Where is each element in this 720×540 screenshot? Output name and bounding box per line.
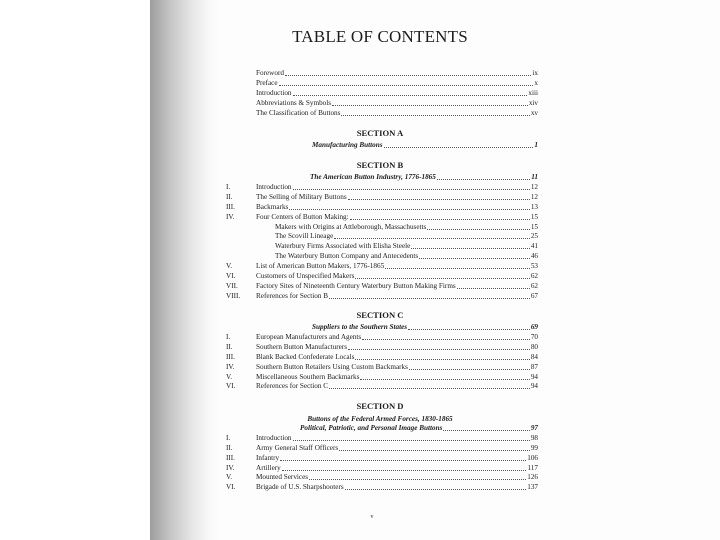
toc-entry-page: 126 (527, 473, 538, 482)
toc-entry-title: Mounted Services (256, 473, 309, 482)
dot-leader (437, 176, 530, 180)
toc-entry-title: Introduction (256, 88, 292, 97)
toc-entry-title: Backmarks (256, 202, 289, 211)
toc-entry (256, 482, 538, 493)
page-number: v (370, 514, 374, 520)
section-heading: SECTION A (356, 128, 404, 138)
section-subtitle: Buttons of the Federal Armed Forces, 1830-1865 (307, 415, 453, 423)
toc-entry (256, 108, 538, 119)
toc-entry-title: The American Button Industry, 1776-1865 (310, 173, 436, 181)
section-heading: SECTION B (356, 160, 404, 170)
toc-entry-page: 11 (531, 173, 538, 181)
section-heading: SECTION D (356, 401, 404, 411)
toc-entry-title: Artillery (256, 463, 281, 472)
toc-entry-numeral: VI. (226, 272, 236, 280)
dot-leader (293, 437, 530, 441)
toc-entry-numeral: II. (226, 192, 233, 201)
toc-entry-title: Makers with Origins at Attleborough, Massachusetts (275, 222, 427, 231)
toc-entry-title: Southern Button Manufacturers (256, 342, 348, 351)
toc-entry-page: 117 (527, 463, 538, 472)
toc-entry-page: 70 (530, 332, 538, 341)
toc-entry-page: xiv (528, 98, 538, 107)
toc-entry-title: European Manufacturers and Agents (256, 332, 362, 341)
toc-entry-page: 62 (530, 272, 538, 280)
toc-entry (256, 381, 538, 392)
toc-entry-numeral: I. (226, 182, 231, 191)
toc-entry-numeral: II. (226, 342, 233, 351)
toc-entry-title: Foreword (256, 69, 284, 77)
toc-entry-page: 41 (530, 242, 538, 251)
toc-entry-numeral: III. (226, 352, 235, 361)
toc-entry-numeral: VI. (226, 382, 236, 391)
toc-entry-numeral: II. (226, 443, 233, 452)
dot-leader (329, 385, 530, 389)
toc-entry-page: 13 (530, 202, 538, 211)
toc-entry-title: Four Centers of Button Making: (256, 212, 349, 221)
toc-entry-title: Infantry (256, 453, 280, 462)
toc-entry-page: xiii (528, 88, 538, 97)
section-heading: SECTION C (356, 310, 404, 320)
dot-leader (348, 346, 530, 350)
toc-entry-page: 106 (527, 453, 538, 462)
toc-entry-title: Miscellaneous Southern Backmarks (256, 372, 360, 381)
toc-entry-page: 84 (530, 352, 538, 361)
toc-entry-title: Waterbury Firms Associated with Elisha Steele (275, 242, 411, 251)
dot-leader (350, 216, 530, 220)
toc-entry-title: References for Section B (256, 291, 329, 300)
dot-leader (355, 275, 529, 279)
dot-leader (332, 102, 528, 106)
toc-entry-page: 99 (530, 443, 538, 452)
toc-entry-page: 62 (530, 281, 538, 290)
toc-entry-numeral: VIII. (226, 291, 241, 300)
toc-entry-numeral: V. (226, 473, 233, 482)
dot-leader (279, 82, 534, 86)
toc-entry-title: Brigade of U.S. Sharpshooters (256, 483, 344, 492)
toc-entry-page: 67 (530, 291, 538, 300)
toc-entry-numeral: V. (226, 372, 233, 381)
toc-entry-page: 53 (530, 262, 538, 271)
toc-entry-page: 94 (530, 382, 538, 391)
toc-entry-title: Army General Staff Officers (256, 443, 339, 452)
dot-leader (384, 144, 534, 148)
toc-entry-numeral: VI. (226, 483, 236, 492)
page-left-margin (0, 0, 150, 540)
toc-entry-numeral: IV. (226, 362, 235, 371)
toc-entry-page: 87 (530, 362, 538, 371)
toc-entry-title: Introduction (256, 182, 292, 191)
toc-entry (256, 291, 538, 302)
toc-entry-numeral: VII. (226, 281, 238, 290)
toc-entry-page: 80 (530, 342, 538, 351)
dot-leader (309, 476, 526, 480)
dot-leader (329, 295, 530, 299)
toc-entry-title: Manufacturing Buttons (312, 141, 383, 149)
dot-leader (419, 255, 530, 259)
dot-leader (457, 285, 530, 289)
toc-entry-page: xv (530, 108, 538, 117)
toc-entry-page: 98 (530, 433, 538, 442)
toc-entry-page: 12 (530, 182, 538, 191)
dot-leader (362, 336, 530, 340)
dot-leader (385, 265, 530, 269)
toc-entry-page: ix (532, 69, 538, 77)
dot-leader (409, 366, 530, 370)
toc-entry-title: The Scovill Lineage (275, 232, 334, 241)
dot-leader (341, 112, 529, 116)
toc-entry-title: Factory Sites of Nineteenth Century Waterbury Button Making Firms (256, 281, 456, 290)
toc-entry-page: 69 (530, 323, 538, 331)
dot-leader (411, 245, 529, 249)
dot-leader (282, 467, 527, 471)
toc-entry-page: 137 (527, 483, 538, 492)
toc-entry-title: The Selling of Military Buttons (256, 192, 347, 201)
toc-entry-title: Blank Backed Confederate Locals (256, 352, 355, 361)
toc-entry-page: 46 (530, 252, 538, 261)
dot-leader (334, 235, 530, 239)
toc-entry-numeral: IV. (226, 212, 235, 221)
toc-entry-numeral: III. (226, 202, 235, 211)
dot-leader (348, 196, 530, 200)
dot-leader (427, 226, 529, 230)
toc-entry-numeral: III. (226, 453, 235, 462)
toc-entry-numeral: IV. (226, 463, 235, 472)
toc-entry-numeral: I. (226, 332, 231, 341)
page-title: TABLE OF CONTENTS (292, 27, 468, 46)
dot-leader (339, 447, 530, 451)
toc-entry-title: Abbreviations & Symbols (256, 98, 332, 107)
toc-entry-numeral: I. (226, 433, 231, 442)
toc-entry-page: 12 (530, 192, 538, 201)
dot-leader (360, 376, 529, 380)
toc-entry-title: Introduction (256, 433, 292, 442)
toc-entry-page: 25 (530, 232, 538, 241)
dot-leader (293, 186, 530, 190)
toc-entry-title: List of American Button Makers, 1776-1865 (256, 262, 385, 271)
toc-entry-title: Customers of Unspecified Makers (256, 272, 355, 280)
dot-leader (289, 206, 529, 210)
toc-entry-title: The Classification of Buttons (256, 108, 341, 117)
toc-entry-page: x (534, 78, 538, 87)
toc-entry-title: The Waterbury Button Company and Antecedents (275, 252, 419, 261)
dot-leader (345, 486, 527, 490)
toc-entry-title: References for Section C (256, 382, 329, 391)
dot-leader (408, 326, 530, 330)
toc-entry-page: 94 (530, 372, 538, 381)
toc-entry-title: Suppliers to the Southern States (312, 323, 408, 331)
dot-leader (443, 427, 529, 431)
toc-entry-numeral: V. (226, 262, 233, 271)
toc-entry-page: 15 (530, 212, 538, 221)
toc-entry (312, 140, 538, 151)
toc-entry-title: Southern Button Retailers Using Custom Backmarks (256, 362, 408, 371)
toc-entry-title: Preface (256, 78, 278, 87)
dot-leader (285, 72, 531, 76)
dot-leader (293, 92, 528, 96)
toc-entry-page: 15 (530, 222, 538, 231)
toc-entry-page: 97 (530, 423, 538, 432)
book-gutter-shadow (150, 0, 220, 540)
toc-entry-page: 1 (534, 141, 538, 149)
dot-leader (355, 356, 529, 360)
toc-entry-title: Political, Patriotic, and Personal Image Buttons (300, 423, 443, 432)
dot-leader (280, 457, 526, 461)
